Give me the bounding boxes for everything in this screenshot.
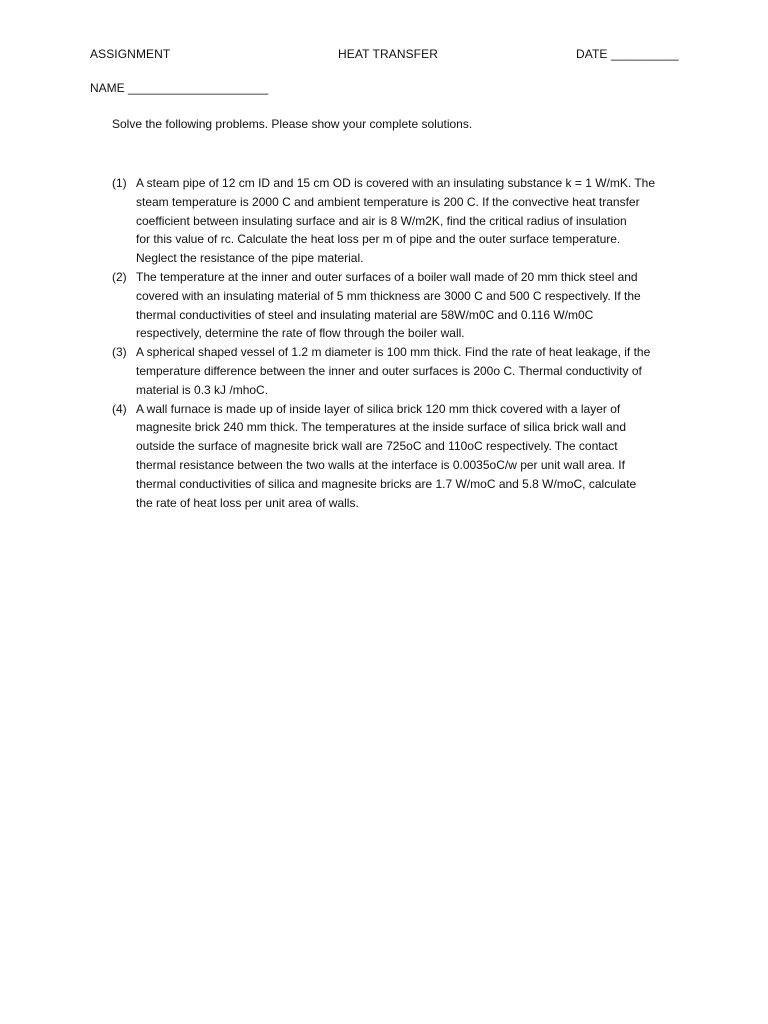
problem-number: (2) — [112, 269, 127, 284]
problem-text-line: outside the surface of magnesite brick wall are 725oC and 110oC respectively. The contact — [136, 439, 618, 454]
problem-text-line: The temperature at the inner and outer surfaces of a boiler wall made of 20 mm thick steel and — [136, 269, 638, 284]
problem-text-line: covered with an insulating material of 5 mm thickness are 3000 C and 500 C respectively. If the — [136, 288, 641, 303]
problem-item — [112, 400, 692, 513]
problem-text-line: thermal conductivities of steel and insulating material are 58W/m0C and 0.116 W/m0C — [136, 307, 594, 322]
problem-text-line: thermal resistance between the two walls at the interface is 0.0035oC/w per unit wall area. If — [136, 457, 625, 472]
assignment-heading: ASSIGNMENT — [90, 47, 171, 61]
problem-item — [112, 343, 692, 399]
problem-text-line: thermal conductivities of silica and magnesite bricks are 1.7 W/moC and 5.8 W/moC, calculate — [136, 476, 637, 491]
problem-number: (1) — [112, 176, 127, 190]
problem-text-line: coefficient between insulating surface and air is 8 W/m2K, find the critical radius of insulation — [136, 213, 627, 228]
problem-text-line: temperature difference between the inner and outer surfaces is 200o C. Thermal conductivity of — [136, 363, 642, 378]
instructions-text: Solve the following problems. Please show your complete solutions. — [112, 117, 473, 131]
problem-text-line: A wall furnace is made up of inside layer of silica brick 120 mm thick covered with a layer of — [136, 401, 621, 416]
problem-text-line: material is 0.3 kJ /mhoC. — [136, 382, 269, 397]
problem-text-line: A spherical shaped vessel of 1.2 m diameter is 100 mm thick. Find the rate of heat leakage, if the — [136, 345, 651, 360]
subject-heading: HEAT TRANSFER — [338, 47, 438, 61]
problem-text-line: magnesite brick 240 mm thick. The temperatures at the inside surface of silica brick wall and — [136, 420, 626, 435]
problem-text-line: steam temperature is 2000 C and ambient temperature is 200 C. If the convective heat transfer — [136, 194, 640, 209]
problem-item — [112, 268, 692, 343]
problem-text-line: for this value of rc. Calculate the heat loss per m of pipe and the outer surface temperature. — [136, 232, 621, 247]
problem-text-line: respectively, determine the rate of flow through the boiler wall. — [136, 326, 465, 341]
problem-list — [112, 174, 692, 512]
problem-item — [112, 174, 692, 268]
name-field: NAME _____________________ — [90, 81, 269, 95]
problem-text-line: Neglect the resistance of the pipe material. — [136, 251, 364, 266]
date-field: DATE __________ — [576, 47, 679, 61]
problem-text-line: A steam pipe of 12 cm ID and 15 cm OD is covered with an insulating substance k = 1 W/mK. The — [136, 176, 656, 190]
problem-text-line: the rate of heat loss per unit area of walls. — [136, 495, 359, 510]
problem-number: (4) — [112, 401, 127, 416]
problem-number: (3) — [112, 345, 127, 360]
header-row — [90, 47, 690, 65]
